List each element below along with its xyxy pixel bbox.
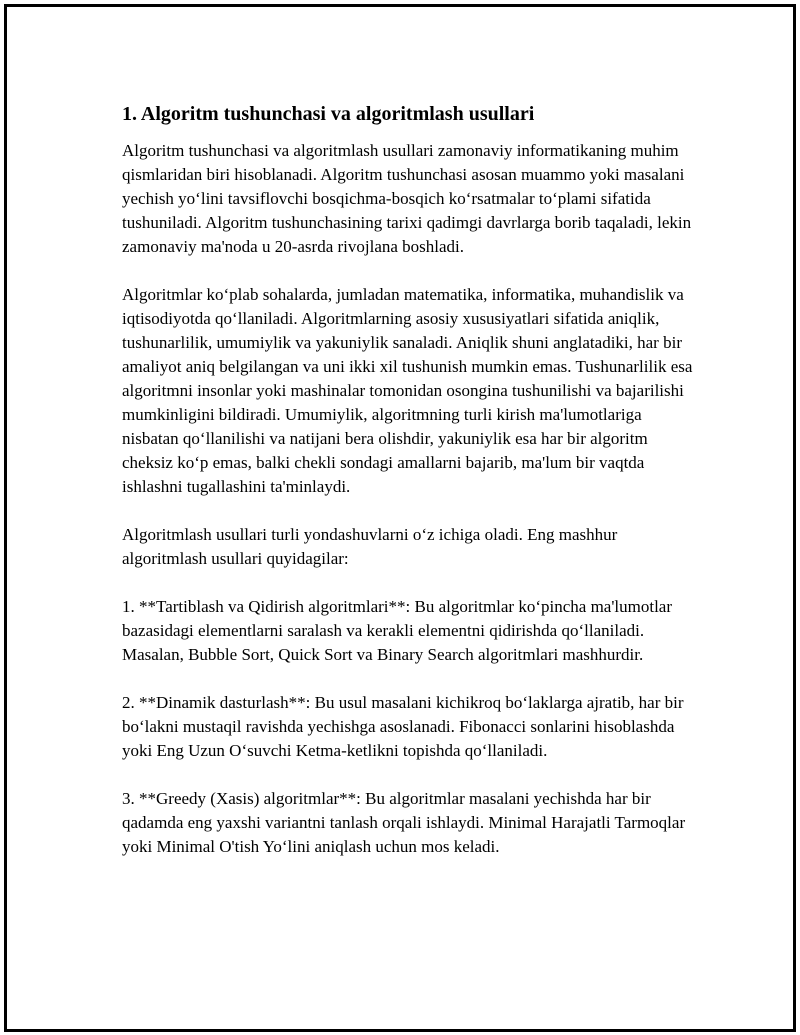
- paragraph-methods-intro: Algoritmlash usullari turli yondashuvlarni o‘z ichiga oladi. Eng mashhur algoritmlash usullari quyidagilar:: [122, 525, 618, 568]
- section-title: 1. Algoritm tushunchasi va algoritmlash usullari: [122, 103, 535, 125]
- paragraph-greedy: 3. **Greedy (Xasis) algoritmlar**: Bu algoritmlar masalani yechishda har bir qadamda eng yaxshi variantni tanlash orqali ishlaydi. Minimal Harajatli Tarmoqlar yoki Minimal O'tish Yo‘lini aniqlash uchun mos keladi.: [122, 789, 686, 856]
- page-frame: [4, 4, 796, 1032]
- paragraph-intro: Algoritm tushunchasi va algoritmlash usullari zamonaviy informatikaning muhim qismlaridan biri hisoblanadi. Algoritm tushunchasi asosan muammo yoki masalani yechish yo‘lini tavsiflovchi bosqichma-bosqich ko‘rsatmalar to‘plami sifatida tushuniladi. Algoritm tushunchasining tarixi qadimgi davrlarga borib taqaladi, lekin zamonaviy ma'noda u 20-asrda rivojlana boshladi.: [122, 141, 692, 256]
- paragraph-properties: Algoritmlar ko‘plab sohalarda, jumladan matematika, informatika, muhandislik va iqtisodiyotda qo‘llaniladi. Algoritmlarning asosiy xususiyatlari sifatida aniqlik, tushunarlilik, umumiylik va yakuniylik sanaladi. Aniqlik shuni anglatadiki, har bir amaliyot aniq belgilangan va uni ikki xil tushunish mumkin emas. Tushunarlilik esa algoritmni insonlar yoki mashinalar tomonidan osongina tushunilishi va bajarilishi mumkinligini bildiradi. Umumiylik, algoritmning turli kirish ma'lumotlariga nisbatan qo‘llanilishi va natijani bera olishdir, yakuniylik esa har bir algoritm cheksiz ko‘p emas, balki chekli sondagi amallarni bajarib, ma'lum bir vaqtda ishlashni tugallashini ta'minlaydi.: [122, 285, 693, 496]
- paragraph-sorting-searching: 1. **Tartiblash va Qidirish algoritmlari**: Bu algoritmlar ko‘pincha ma'lumotlar bazasidagi elementlarni saralash va kerakli elementni qidirishda qo‘llaniladi. Masalan, Bubble Sort, Quick Sort va Binary Search algoritmlari mashhurdir.: [122, 597, 673, 664]
- paragraph-dynamic-programming: 2. **Dinamik dasturlash**: Bu usul masalani kichikroq bo‘laklarga ajratib, har bir bo‘lakni mustaqil ravishda yechishga asoslanadi. Fibonacci sonlarini hisoblashda yoki Eng Uzun O‘suvchi Ketma-ketlikni topishda qo‘llaniladi.: [122, 693, 684, 760]
- document-content: [122, 101, 702, 883]
